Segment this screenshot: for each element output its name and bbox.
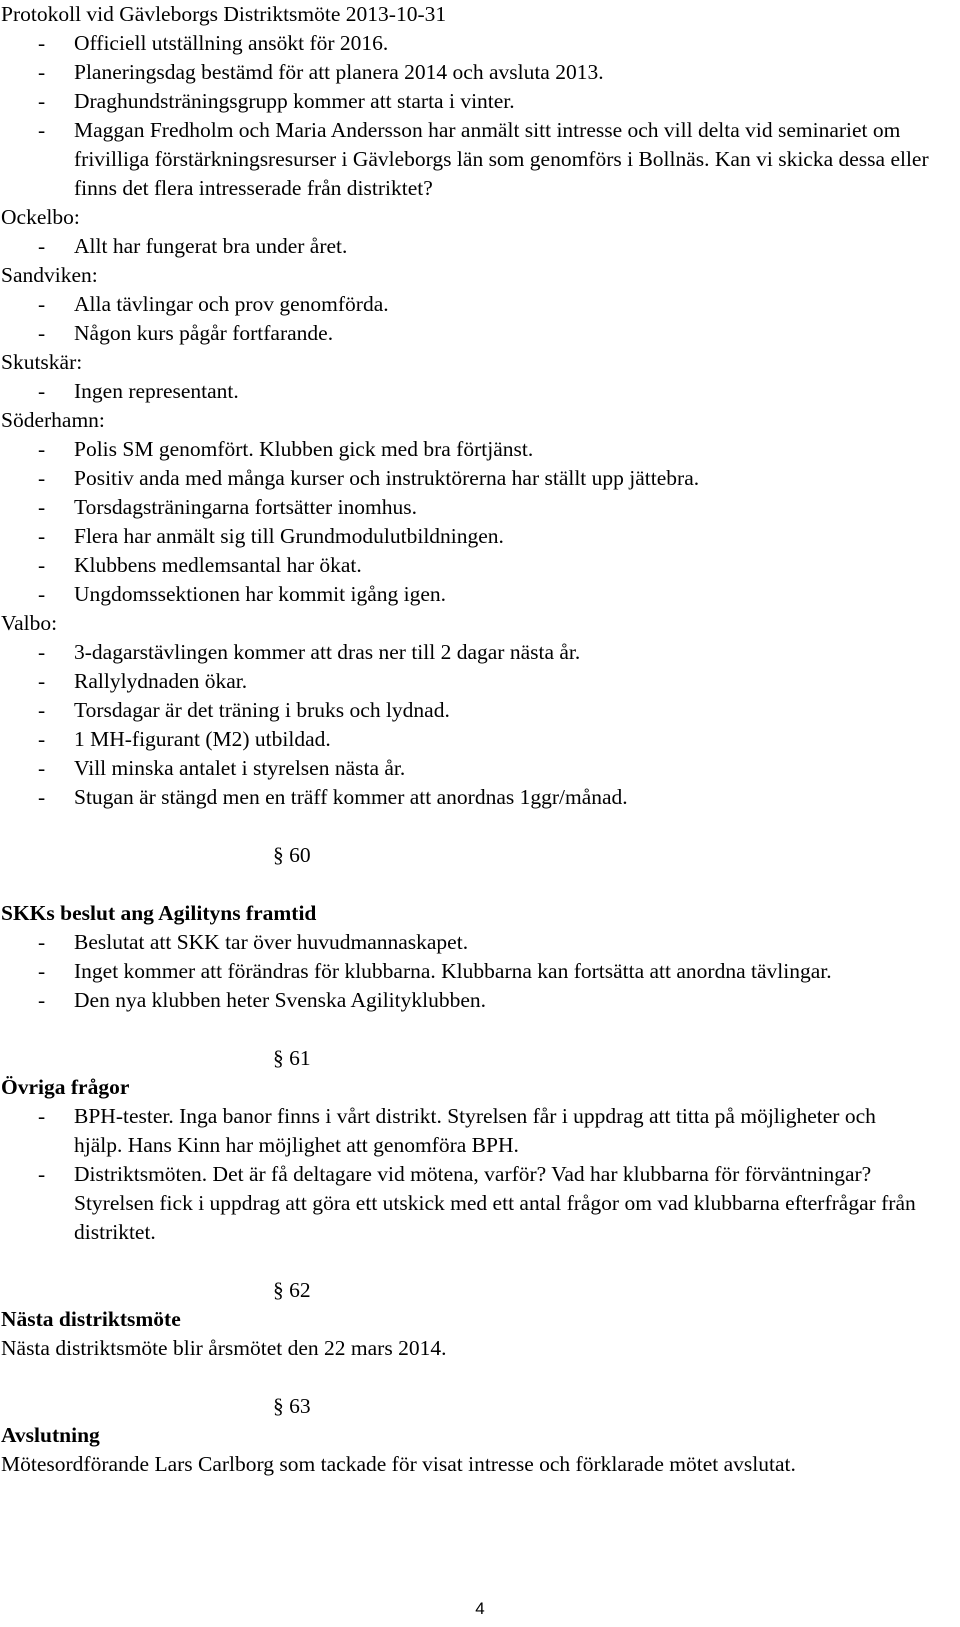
section-text: Nästa distriktsmöte blir årsmötet den 22 mars 2014. bbox=[1, 1336, 447, 1360]
club-heading-ockelbo: Ockelbo: bbox=[1, 205, 80, 229]
section-heading: Avslutning bbox=[1, 1423, 100, 1447]
list-item: - Ingen representant. bbox=[38, 379, 239, 403]
section-text: Mötesordförande Lars Carlborg som tackade för visat intresse och förklarade mötet avslutat. bbox=[1, 1452, 796, 1476]
section-heading: SKKs beslut ang Agilityns framtid bbox=[1, 901, 317, 925]
document-title: Protokoll vid Gävleborgs Distriktsmöte 2013-10-31 bbox=[1, 2, 447, 26]
list-item: - Positiv anda med många kurser och instruktörerna har ställt upp jättebra. bbox=[38, 466, 700, 490]
list-item: - Inget kommer att förändras för klubbarna. Klubbarna kan fortsätta att anordna tävlingar. bbox=[38, 959, 832, 983]
bullet-dash: - bbox=[38, 89, 46, 113]
list-item: - Maggan Fredholm och Maria Andersson har anmält sitt intresse och vill delta vid seminariet om frivilliga förstärkningsresurser i Gävleborgs län som genomförs i Bollnäs. Kan vi skicka dessa eller finns det flera intresserade från distriktet? bbox=[38, 118, 929, 200]
list-item: - 3-dagarstävlingen kommer att dras ner till 2 dagar nästa år. bbox=[38, 640, 581, 664]
list-item: - Allt har fungerat bra under året. bbox=[38, 234, 348, 258]
list-item: - Draghundsträningsgrupp kommer att starta i vinter. bbox=[1, 87, 951, 116]
list-item: - Stugan är stängd men en träff kommer att anordnas 1ggr/månad. bbox=[38, 785, 628, 809]
club-heading-skutskar: Skutskär: bbox=[1, 350, 83, 374]
club-heading-valbo: Valbo: bbox=[1, 611, 58, 635]
list-item: - Planeringsdag bestämd för att planera 2014 och avsluta 2013. bbox=[1, 58, 951, 87]
section-heading: Nästa distriktsmöte bbox=[1, 1307, 181, 1331]
list-item: - Officiell utställning ansökt för 2016. bbox=[1, 29, 951, 58]
list-item: - Den nya klubben heter Svenska Agilityklubben. bbox=[38, 988, 487, 1012]
section-number: § 61 bbox=[273, 1046, 311, 1070]
list-item: - Flera har anmält sig till Grundmodulutbildningen. bbox=[38, 524, 504, 548]
list-item: - Beslutat att SKK tar över huvudmannaskapet. bbox=[38, 930, 469, 954]
list-item: - Torsdagsträningarna fortsätter inomhus. bbox=[38, 495, 418, 519]
bullet-dash: - bbox=[38, 118, 46, 142]
list-item: - Alla tävlingar och prov genomförda. bbox=[38, 292, 389, 316]
section-heading: Övriga frågor bbox=[1, 1075, 130, 1099]
club-heading-sandviken: Sandviken: bbox=[1, 263, 98, 287]
document-page bbox=[1, 0, 951, 1479]
list-item: - 1 MH-figurant (M2) utbildad. bbox=[38, 727, 331, 751]
bullet-dash: - bbox=[38, 60, 46, 84]
list-item: - Polis SM genomfört. Klubben gick med bra förtjänst. bbox=[38, 437, 534, 461]
section-number: § 60 bbox=[273, 843, 311, 867]
list-item: - Ungdomssektionen har kommit igång igen. bbox=[38, 582, 447, 606]
page-number: 4 bbox=[475, 1599, 485, 1618]
list-item: - Rallylydnaden ökar. bbox=[38, 669, 248, 693]
list-item: - Distriktsmöten. Det är få deltagare vid mötena, varför? Vad har klubbarna för förväntningar? Styrelsen fick i uppdrag att göra ett utskick med ett antal frågor om vad klubbarna efterfrågar från distriktet. bbox=[38, 1162, 916, 1244]
list-item: - Vill minska antalet i styrelsen nästa år. bbox=[38, 756, 406, 780]
section-number: § 62 bbox=[273, 1278, 311, 1302]
list-item: - Någon kurs pågår fortfarande. bbox=[38, 321, 334, 345]
bullet-dash: - bbox=[38, 31, 46, 55]
list-item: - BPH-tester. Inga banor finns i vårt distrikt. Styrelsen får i uppdrag att titta på möjligheter och hjälp. Hans Kinn har möjlighet att genomföra BPH. bbox=[38, 1104, 876, 1157]
list-item: - Torsdagar är det träning i bruks och lydnad. bbox=[38, 698, 450, 722]
club-heading-soderhamn: Söderhamn: bbox=[1, 408, 105, 432]
section-number: § 63 bbox=[273, 1394, 311, 1418]
list-item: - Klubbens medlemsantal har ökat. bbox=[38, 553, 362, 577]
